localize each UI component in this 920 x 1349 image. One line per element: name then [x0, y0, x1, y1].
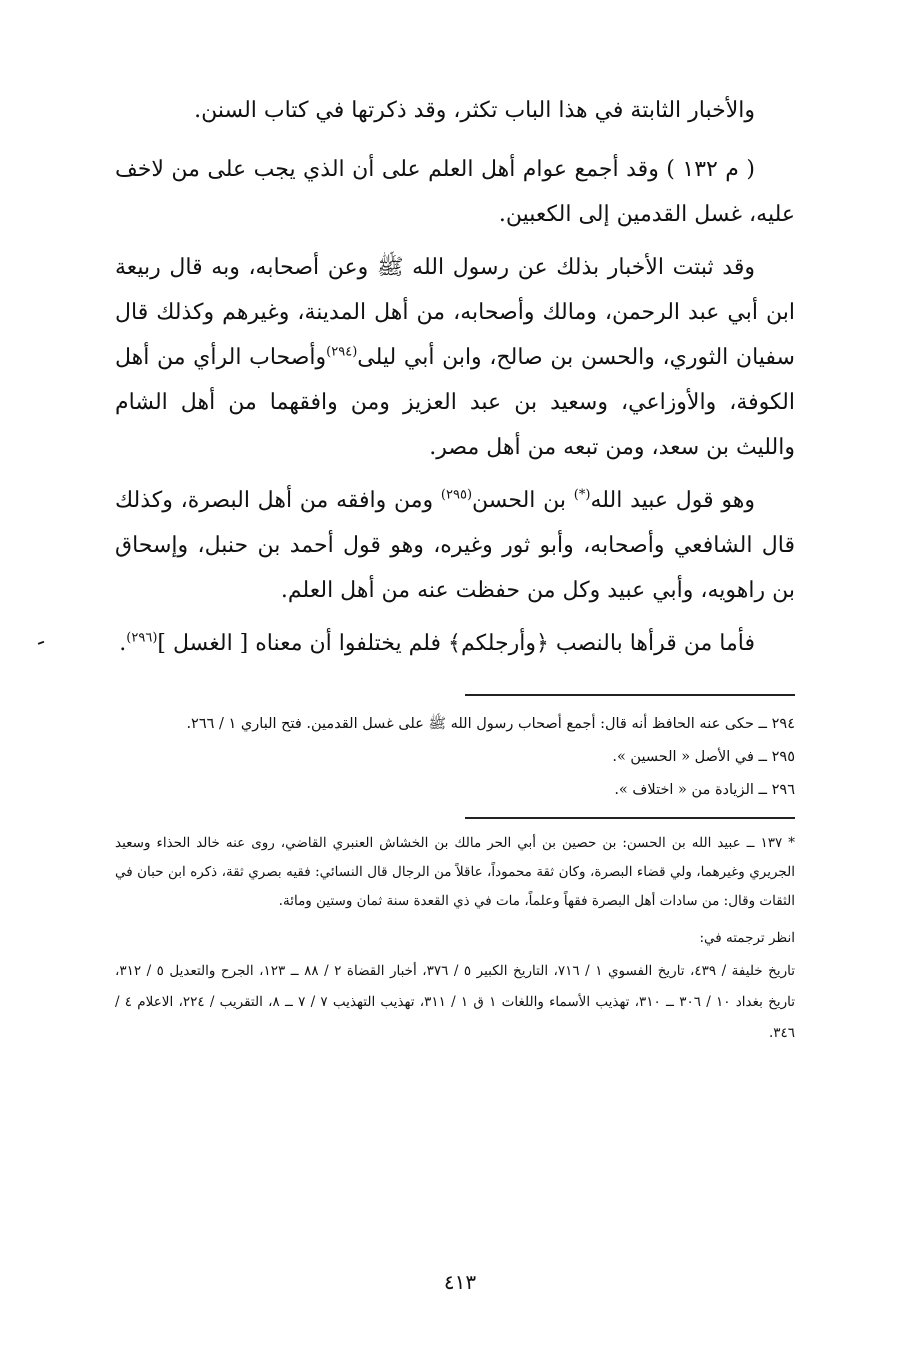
biography-divider [465, 817, 795, 819]
biography-see-label: انظر ترجمته في: [699, 930, 795, 946]
footnote-294: ٢٩٤ ــ حكى عنه الحافظ أنه قال: أجمع أصحاب رسول الله ﷺ على غسل القدمين. فتح الباري ١ / ٢٦٦. [186, 716, 795, 732]
paragraph-5 [115, 621, 795, 666]
paragraph-4-text-a: وهو قول عبيد الله [590, 488, 755, 513]
paragraph-1-text: والأخبار الثابتة في هذا الباب تكثر، وقد ذكرتها في كتاب السنن. [194, 98, 755, 123]
paragraph-5-text-b: . [119, 631, 127, 656]
footnote-divider [465, 694, 795, 696]
footnote-ref-296: (٢٩٦) [126, 630, 158, 646]
page-number: ٤١٣ [443, 1270, 477, 1294]
paragraph-4-text-b: بن الحسن [472, 488, 574, 513]
footnote-296: ٢٩٦ ــ الزيادة من « اختلاف ». [614, 782, 795, 798]
paragraph-2-text: ( م ١٣٢ ) وقد أجمع عوام أهل العلم على أن الذي يجب على من لاخف عليه، غسل القدمين إلى الكعبين. [115, 157, 795, 227]
paragraph-3-text-b: وأصحاب الرأي من أهل الكوفة، والأوزاعي، وسعيد بن عبد العزيز ومن وافقهما من أهل الشام والليث بن سعد، ومن تبعه من أهل مصر. [115, 345, 795, 460]
biography-note: * ١٣٧ ــ عبيد الله بن الحسن: بن حصين بن أبي الحر مالك بن الخشاش العنبري القاضي، روى عنه خالد الحذاء وسعيد الجريري وغيرهما، ولي قضاء البصرة، وكان ثقة محموداً، عاقلاً من الرجال قال النسائي: فقيه بصري ثقة، ذكره ابن حبان في الثقات وقال: من سادات أهل البصرة فقهاً وعلماً، مات في ذي القعدة سنة ثمان وستين ومائة. [115, 835, 795, 909]
paragraph-3 [115, 245, 795, 470]
paragraph-4-text-c: ومن وافقه من أهل البصرة، وكذلك قال الشافعي وأصحابه، وأبو ثور وغيره، وهو قول أحمد بن حنبل، وإسحاق بن راهويه، وأبي عبيد وكل من حفظت عنه من أهل العلم. [115, 488, 795, 603]
footnote-295: ٢٩٥ ــ في الأصل « الحسين ». [612, 749, 795, 765]
paragraph-5-text-a: فأما من قرأها بالنصب ﴿وأرجلكم﴾ فلم يختلفوا أن معناه [ الغسل ] [157, 631, 755, 656]
page-body [115, 88, 795, 1049]
paragraph-3-text-a: وقد ثبتت الأخبار بذلك عن رسول الله ﷺ وعن أصحابه، وبه قال ربيعة ابن أبي عبد الرحمن، ومالك وأصحابه، من أهل المدينة، وغيرهم وكذلك قال سفيان الثوري، والحسن بن صالح، وابن أبي ليلى [115, 255, 795, 370]
biography-references: تاريخ خليفة / ٤٣٩، تاريخ الفسوي ١ / ٧١٦، التاريخ الكبير ٥ / ٣٧٦، أخبار القضاة ٢ / ٨٨ ــ ١٢٣، الجرح والتعديل ٥ / ٣١٢، تاريخ بغداد ١٠ / ٣٠٦ ــ ٣١٠، تهذيب الأسماء واللغات ١ ق ١ / ٣١١، تهذيب التهذيب ٧ / ٧ ــ ٨، التقريب / ٢٢٤، الاعلام ٤ / ٣٤٦. [115, 963, 795, 1041]
footnote-ref-295: (٢٩٥) [440, 487, 473, 503]
paragraph-1 [115, 88, 795, 133]
margin-mark: ـ [32, 624, 46, 650]
footnote-ref-294: (٢٩٤) [326, 344, 358, 360]
paragraph-4 [115, 478, 795, 613]
paragraph-2 [115, 147, 795, 237]
bio-ref-star: (*) [573, 487, 591, 503]
